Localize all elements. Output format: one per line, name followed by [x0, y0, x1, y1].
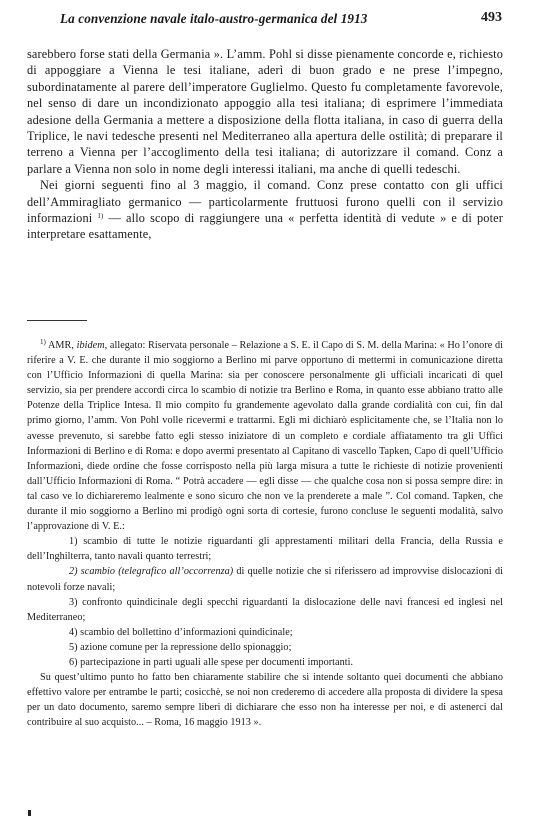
print-mark: [28, 810, 31, 816]
list-item-1: 1) scambio di tutte le notizie riguardanti gli apprestamenti militari della Francia, della Russia e dell’Inghilterra, tanto navali quanto terrestri;: [27, 536, 503, 563]
paragraph-2-text-b: — allo scopo di raggiungere una « perfetta identità di vedute » e di poter interpretare esattamente,: [27, 211, 503, 242]
list-item-4: 4) scambio del bollettino d’informazioni quindicinale;: [69, 626, 293, 638]
paragraph-1: sarebbero forse stati della Germania ». L’amm. Pohl si disse pienamente concorde e, richiesto di appoggiare a Vienna le tesi italiane, aderì di buon grado e ne prese l’impegno, subordinatamente al parere dell’imperatore Guglielmo. Questo fu completamente favorevole, nel senso di dare un incondizionato appoggio alla tesi italiana; di esprimere l’immediata adesione della Germania a mettere a disposizione della flotta italiana, in caso di guerra della Triplice, le navi tedesche presenti nel Mediterraneo alla apertura delle ostilità; di preparare il terreno a Vienna per l’accoglimento della tesi italiana; di autorizzare il comand. Conz a parlare a Vienna non solo in nome degli interessi italiani, ma anche di quelli tedeschi.: [27, 47, 503, 176]
list-item-6: 6) partecipazione in parti uguali alle spese per documenti importanti.: [69, 656, 354, 668]
list-item-2-emphasis: scambio (telegrafico all’occorrenza): [80, 566, 234, 578]
footnote-reference: 1): [97, 212, 104, 221]
page-number: 493: [481, 10, 502, 25]
footnote-separator: [27, 320, 87, 321]
list-item-3: 3) confronto quindicinale degli specchi riguardanti la dislocazione delle navi francesi ed inglesi nel Mediterraneo;: [27, 596, 503, 623]
list-item-2: [27, 564, 503, 594]
list-item-2-text: di quelle notizie che si riferissero ad improvvise dislocazioni di notevoli forze navali;: [27, 566, 503, 593]
list-item-5: 5) azione comune per la repressione dello spionaggio;: [69, 641, 292, 653]
footnote-closing: Su quest’ultimo punto ho fatto ben chiaramente stabilire che si intende soltanto quei documenti che abbiano effettivo valore per entrambe le parti; cosicchè, se noi non crederemo di accedere alla proposta di dividere la spesa per un dato documento, saremo sempre liberi di dichiarare che esso non ha interesse per noi, e di astenerci dal contribuire al suo acquisto... – Roma, 16 maggio 1913 ».: [27, 672, 503, 729]
footnote-text: [27, 338, 503, 534]
page-header: [60, 9, 502, 31]
main-text: [27, 46, 503, 243]
footnote: [27, 338, 503, 730]
paragraph-2-text-a: Nei giorni seguenti fino al 3 maggio, il comand. Conz prese contatto con gli uffici dell’Ammiragliato germanico — particolarmente fruttuosi furono quelli con il servizio informazioni: [27, 178, 503, 226]
paragraph-2: [27, 177, 503, 243]
footnote-lead: AMR,: [45, 340, 77, 351]
footnote-body: , allegato: Riservata personale – Relazione a S. E. il Capo di S. M. della Marina: « Ho l’onore di riferire a V. E. che durante il mio soggiorno a Berlino mi parve opportuno di mettermi in comunicazione diretta con l’Ufficio Informazioni di quella Marina: sia per conoscere personalmente gli ufficiali incaricati di quel servizio, sia per prendere accordi circa lo scambio di notizie tra Berlino e Roma, in quanto esse abbiano tratto alle Potenze della Triplice Intesa. Il mio compito fu grandemente agevolato dalla grande cordialità con cui, fin dal primo giorno, l’amm. Von Pohl volle ricevermi e trattarmi. Egli mi dichiarò esplicitamente che, se l’Italia non lo avesse prevenuto, si sarebbe fatto egli stesso iniziatore di un completo e cordiale affiatamento tra gli Uffici Informazioni di Berlino e di Roma: e dopo avermi presentato al Capitano di vascello Tapken, Capo di quell’Ufficio Informazioni, diede ordine che fosse corrisposto nella più larga misura a tutte le richieste di notizie provenienti dall’Ufficio Informazioni di Roma. “ Potrà accadere — egli disse — che qualche cosa non si possa sempre dire: in tal caso ve lo dichiareremo lealmente e sono sicuro che non ve la prenderete a male ”. Col comand. Tapken, che durante il mio soggiorno a Berlino mi prodigò ogni sorta di cortesie, furono concluse le seguenti modalità, salvo l’approvazione di V. E.:: [27, 340, 503, 533]
running-title: La convenzione navale italo-austro-germanica del 1913: [60, 11, 368, 26]
footnote-ibidem: ibidem: [76, 340, 105, 351]
footnote-marker: 1): [40, 338, 46, 346]
list-item-2-number: 2): [69, 566, 81, 578]
